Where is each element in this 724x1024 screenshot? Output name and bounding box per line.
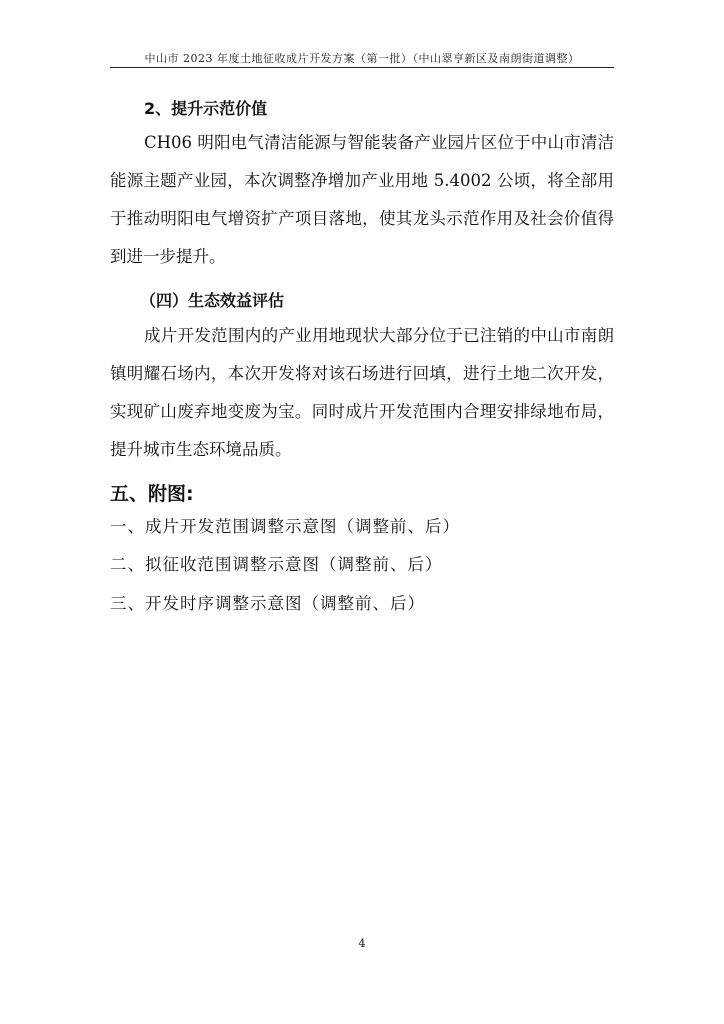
header-divider: [110, 67, 614, 68]
section-heading-appendix: 五、附图:: [110, 483, 194, 505]
section-heading-enhance-value: 2、提升示范价值: [144, 99, 268, 118]
paragraph-ecology: 成片开发范围内的产业用地现状大部分位于已注销的中山市南朗镇明耀石场内，本次开发将对该石场进行回填，进行土地二次开发，实现矿山废弃地变废为宝。同时成片开发范围内合理安排绿地布局，提升城市生态环境品质。: [110, 326, 614, 459]
appendix-item: 三、开发时序调整示意图（调整前、后）: [110, 594, 425, 613]
running-header: 中山市 2023 年度土地征收成片开发方案（第一批）（中山翠亨新区及南朗街道调整）: [144, 52, 580, 65]
section-heading-ecology: （四）生态效益评估: [140, 291, 285, 310]
appendix-item: 二、拟征收范围调整示意图（调整前、后）: [110, 555, 443, 574]
page-number: 4: [358, 937, 366, 950]
paragraph-enhance-value: CH06 明阳电气清洁能源与智能装备产业园片区位于中山市清洁能源主题产业园，本次调整净增加产业用地 5.4002 公顷，将全部用于推动明阳电气增资扩产项目落地，使其龙头示范作用及社会价值得到进一步提升。: [110, 133, 614, 266]
appendix-item: 一、成片开发范围调整示意图（调整前、后）: [110, 517, 460, 536]
